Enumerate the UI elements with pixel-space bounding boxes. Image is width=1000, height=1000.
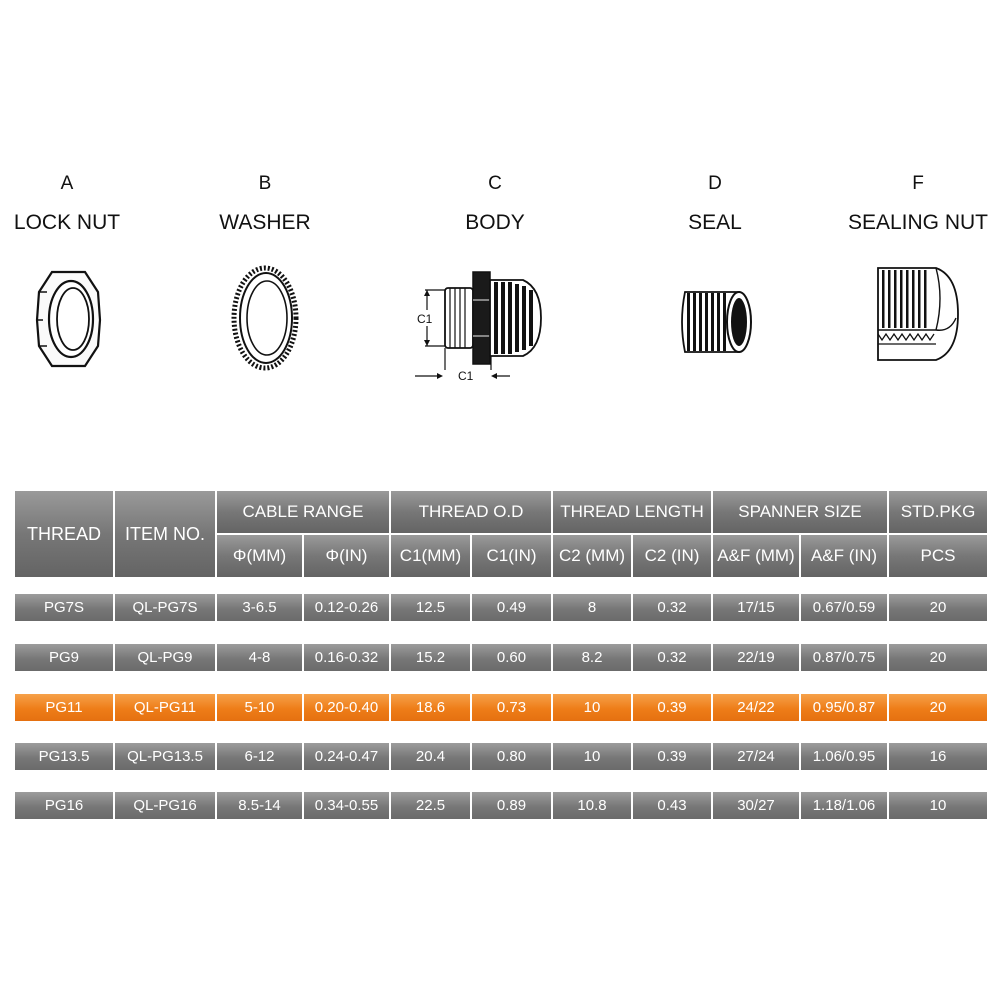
cell-af-in: 0.95/0.87 [801, 694, 887, 721]
cell-dia-mm: 8.5-14 [217, 792, 302, 819]
cell-pcs: 20 [889, 694, 987, 721]
table-row [15, 792, 987, 819]
cell-af-mm: 30/27 [713, 792, 799, 819]
cell-c1-in: 0.80 [472, 743, 551, 770]
part-letter: F [912, 173, 924, 194]
cell-af-in: 0.67/0.59 [801, 594, 887, 621]
header-std-pkg: STD.PKG [889, 491, 987, 533]
cell-c2-mm: 10.8 [553, 792, 631, 819]
part-name: WASHER [219, 211, 311, 234]
cell-thread: PG13.5 [15, 743, 113, 770]
part-sealing-nut [818, 172, 1000, 236]
cell-c1-in: 0.73 [472, 694, 551, 721]
cell-af-mm: 24/22 [713, 694, 799, 721]
header-thread: THREAD [15, 491, 113, 577]
cell-dia-mm: 4-8 [217, 644, 302, 671]
table-row-highlighted [15, 694, 987, 721]
table-row [15, 743, 987, 770]
cell-c1-mm: 20.4 [391, 743, 470, 770]
cell-thread: PG7S [15, 594, 113, 621]
header-spanner-size: SPANNER SIZE [713, 491, 887, 533]
cell-af-in: 1.06/0.95 [801, 743, 887, 770]
part-letter: B [258, 173, 272, 194]
cell-af-mm: 27/24 [713, 743, 799, 770]
cell-pcs: 10 [889, 792, 987, 819]
part-name: SEALING NUT [847, 211, 989, 234]
cell-pcs: 20 [889, 644, 987, 671]
lock-nut-icon [0, 258, 167, 388]
cell-item-no: QL-PG7S [115, 594, 215, 621]
dimension-label: C1 [458, 369, 474, 383]
dimension-label: C1 [417, 312, 433, 326]
part-body [395, 172, 595, 383]
cell-dia-in: 0.34-0.55 [304, 792, 389, 819]
table-row [15, 594, 987, 621]
cell-c1-mm: 18.6 [391, 694, 470, 721]
part-letter: D [708, 173, 722, 194]
subheader-dia-in: Φ(IN) [304, 535, 389, 577]
part-letter: C [488, 173, 502, 194]
cell-c2-in: 0.39 [633, 743, 711, 770]
cell-c1-mm: 12.5 [391, 594, 470, 621]
cell-c1-in: 0.89 [472, 792, 551, 819]
cell-item-no: QL-PG13.5 [115, 743, 215, 770]
cell-af-mm: 17/15 [713, 594, 799, 621]
part-seal [615, 172, 815, 236]
subheader-c1-mm: C1(MM) [391, 535, 470, 577]
cell-c2-in: 0.43 [633, 792, 711, 819]
subheader-af-mm: A&F (MM) [713, 535, 799, 577]
cell-thread: PG9 [15, 644, 113, 671]
cell-c2-in: 0.39 [633, 694, 711, 721]
cell-dia-mm: 5-10 [217, 694, 302, 721]
header-thread-od: THREAD O.D [391, 491, 551, 533]
cell-dia-in: 0.20-0.40 [304, 694, 389, 721]
cell-c2-in: 0.32 [633, 594, 711, 621]
header-cable-range: CABLE RANGE [217, 491, 389, 533]
cell-c2-mm: 10 [553, 743, 631, 770]
cell-dia-in: 0.12-0.26 [304, 594, 389, 621]
cell-c2-mm: 10 [553, 694, 631, 721]
part-name: SEAL [688, 211, 742, 234]
cell-dia-mm: 6-12 [217, 743, 302, 770]
cell-item-no: QL-PG16 [115, 792, 215, 819]
cell-dia-mm: 3-6.5 [217, 594, 302, 621]
cell-c2-in: 0.32 [633, 644, 711, 671]
cell-pcs: 16 [889, 743, 987, 770]
subheader-c1-in: C1(IN) [472, 535, 551, 577]
subheader-c2-in: C2 (IN) [633, 535, 711, 577]
subheader-c2-mm: C2 (MM) [553, 535, 631, 577]
cell-thread: PG11 [15, 694, 113, 721]
washer-icon [165, 258, 365, 388]
header-item-no: ITEM NO. [115, 491, 215, 577]
cell-c1-in: 0.60 [472, 644, 551, 671]
cell-c1-mm: 22.5 [391, 792, 470, 819]
subheader-af-in: A&F (IN) [801, 535, 887, 577]
cell-af-in: 1.18/1.06 [801, 792, 887, 819]
part-lock-nut [0, 172, 167, 236]
subheader-dia-mm: Φ(MM) [217, 535, 302, 577]
cell-c2-mm: 8.2 [553, 644, 631, 671]
sealing-nut-icon [818, 258, 1000, 388]
cell-dia-in: 0.16-0.32 [304, 644, 389, 671]
cell-dia-in: 0.24-0.47 [304, 743, 389, 770]
cell-thread: PG16 [15, 792, 113, 819]
part-name: BODY [465, 211, 525, 234]
cell-item-no: QL-PG11 [115, 694, 215, 721]
cell-item-no: QL-PG9 [115, 644, 215, 671]
body-icon [395, 258, 595, 388]
cell-c1-in: 0.49 [472, 594, 551, 621]
subheader-pcs: PCS [889, 535, 987, 577]
part-washer [165, 172, 365, 236]
cell-c2-mm: 8 [553, 594, 631, 621]
table-row [15, 644, 987, 671]
part-letter: A [60, 173, 74, 194]
cell-af-mm: 22/19 [713, 644, 799, 671]
cell-c1-mm: 15.2 [391, 644, 470, 671]
header-thread-length: THREAD LENGTH [553, 491, 711, 533]
cell-pcs: 20 [889, 594, 987, 621]
part-name: LOCK NUT [13, 211, 121, 234]
seal-icon [615, 258, 815, 388]
cell-af-in: 0.87/0.75 [801, 644, 887, 671]
